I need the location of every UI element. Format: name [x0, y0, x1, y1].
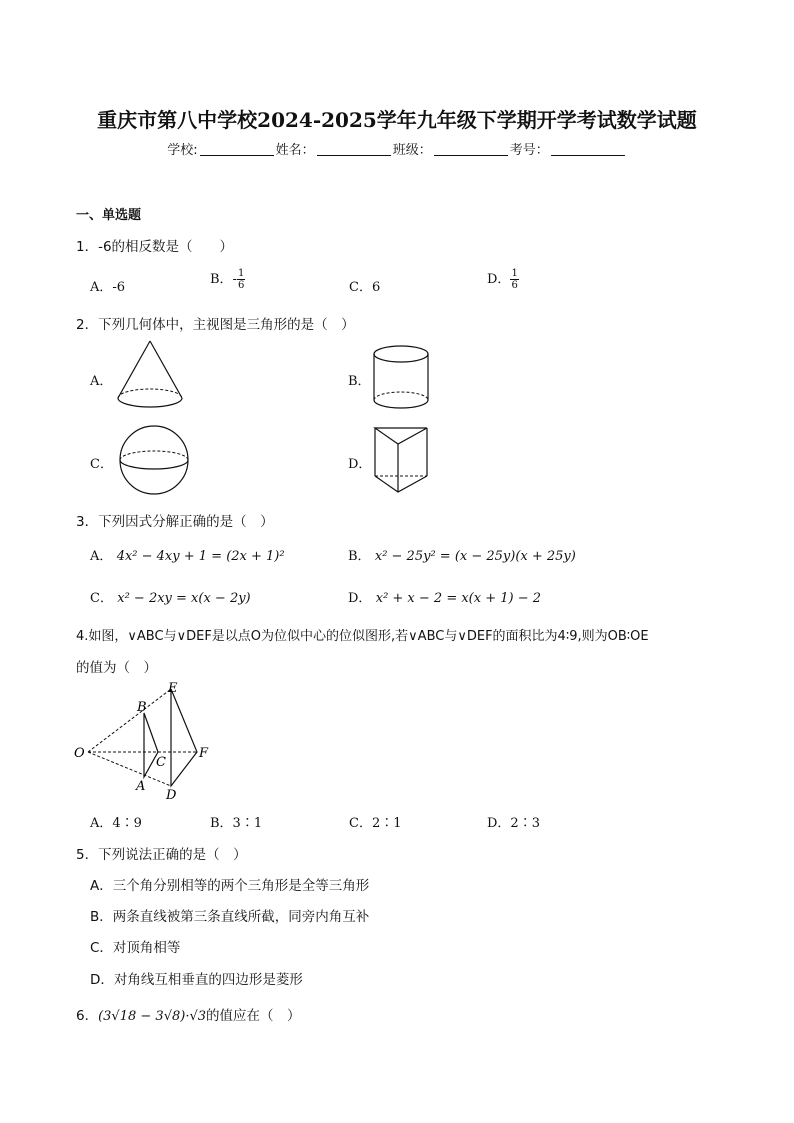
page-title: 重庆市第八中学校2024-2025学年九年级下学期开学考试数学试题 — [97, 108, 697, 132]
q1-option-d-numerator: 1 — [511, 268, 518, 279]
q1-option-b — [210, 268, 245, 291]
q3-option-d-expression: x² + x − 2 = x(x + 1) − 2 — [375, 591, 542, 606]
cylinder-figure — [370, 344, 432, 412]
name-label: 姓名： — [275, 143, 315, 158]
label-C: C — [156, 755, 166, 770]
q1-option-b-prefix: B．- — [210, 272, 237, 287]
q6-expression: (3√18 − 3√8)·√3 — [98, 1009, 207, 1024]
sphere-figure — [114, 424, 194, 496]
q5-option-b: B．两条直线被第三条直线所截，同旁内角互补 — [90, 909, 370, 925]
section-heading: 一、单选题 — [76, 208, 142, 223]
q3-option-d — [348, 587, 541, 606]
q3-option-a-label: A． — [90, 549, 113, 564]
q5-option-a: A．三个角分别相等的两个三角形是全等三角形 — [90, 878, 370, 894]
q5-stem: 5．下列说法正确的是（ ） — [76, 847, 247, 863]
q1-option-b-denominator: 6 — [237, 280, 245, 291]
name-blank[interactable] — [317, 143, 391, 156]
q6-stem — [76, 1004, 301, 1024]
triangular-prism-figure — [370, 424, 432, 498]
q2-option-b: B． — [348, 374, 371, 389]
exam-no-label: 考号： — [509, 143, 549, 158]
school-blank[interactable] — [200, 143, 274, 156]
q3-option-c — [90, 587, 251, 606]
q3-option-a-expression: 4x² − 4xy + 1 = (2x + 1)² — [116, 549, 285, 564]
student-info-line — [0, 139, 794, 158]
q1-option-d-prefix: D． — [487, 272, 511, 287]
q3-option-c-expression: x² − 2xy = x(x − 2y) — [117, 591, 251, 606]
label-F: F — [199, 746, 209, 761]
label-D: D — [166, 788, 177, 803]
q1-option-d — [487, 268, 519, 291]
q4-stem-line1: 4.如图，∨ABC与∨DEF是以点O为位似中心的位似图形,若∨ABC与∨DEF的面积比为4∶9,则为OB∶OE — [76, 629, 649, 644]
q2-stem: 2．下列几何体中，主视图是三角形的是（ ） — [76, 317, 355, 333]
q3-option-d-label: D． — [348, 591, 372, 606]
q1-option-b-numerator: 1 — [237, 268, 245, 279]
q2-option-c: C． — [90, 457, 113, 472]
q3-stem: 3．下列因式分解正确的是（ ） — [76, 514, 274, 530]
q4-option-d: D．2∶3 — [487, 816, 540, 831]
q2-option-a: A． — [90, 374, 113, 389]
q1-option-d-denominator: 6 — [511, 280, 518, 291]
q2-option-d: D． — [348, 457, 372, 472]
class-label: 班级： — [392, 143, 432, 158]
label-O: O — [74, 746, 85, 761]
q6-suffix: 的值应在（ ） — [206, 1008, 301, 1024]
q4-option-b: B．3∶1 — [210, 816, 263, 831]
q6-prefix: 6． — [76, 1008, 99, 1024]
class-blank[interactable] — [434, 143, 508, 156]
q1-option-d-fraction — [510, 268, 518, 291]
homothety-figure — [70, 680, 220, 802]
exam-no-blank[interactable] — [551, 143, 625, 156]
q5-option-c: C．对顶角相等 — [90, 940, 181, 956]
cone-figure — [112, 338, 188, 414]
q3-option-c-label: C． — [90, 591, 113, 606]
q5-option-d: D．对角线互相垂直的四边形是菱形 — [90, 972, 303, 988]
q3-option-b-expression: x² − 25y² = (x − 25y)(x + 25y) — [374, 549, 576, 564]
q1-option-c: C．6 — [349, 280, 381, 295]
q4-option-a: A．4∶9 — [90, 816, 142, 831]
q3-option-b — [348, 545, 576, 564]
label-A: A — [136, 779, 146, 794]
q1-option-a: A．-6 — [90, 280, 126, 295]
q1-option-b-fraction — [237, 268, 245, 291]
q4-stem-line2: 的值为（ ） — [76, 660, 157, 676]
school-label: 学校: — [167, 143, 198, 158]
label-E: E — [168, 681, 178, 696]
q4-option-c: C．2∶1 — [349, 816, 402, 831]
q1-stem: 1．-6的相反数是（ ） — [76, 239, 234, 255]
q3-option-a — [90, 545, 285, 564]
label-B: B — [137, 700, 147, 715]
q3-option-b-label: B． — [348, 549, 371, 564]
